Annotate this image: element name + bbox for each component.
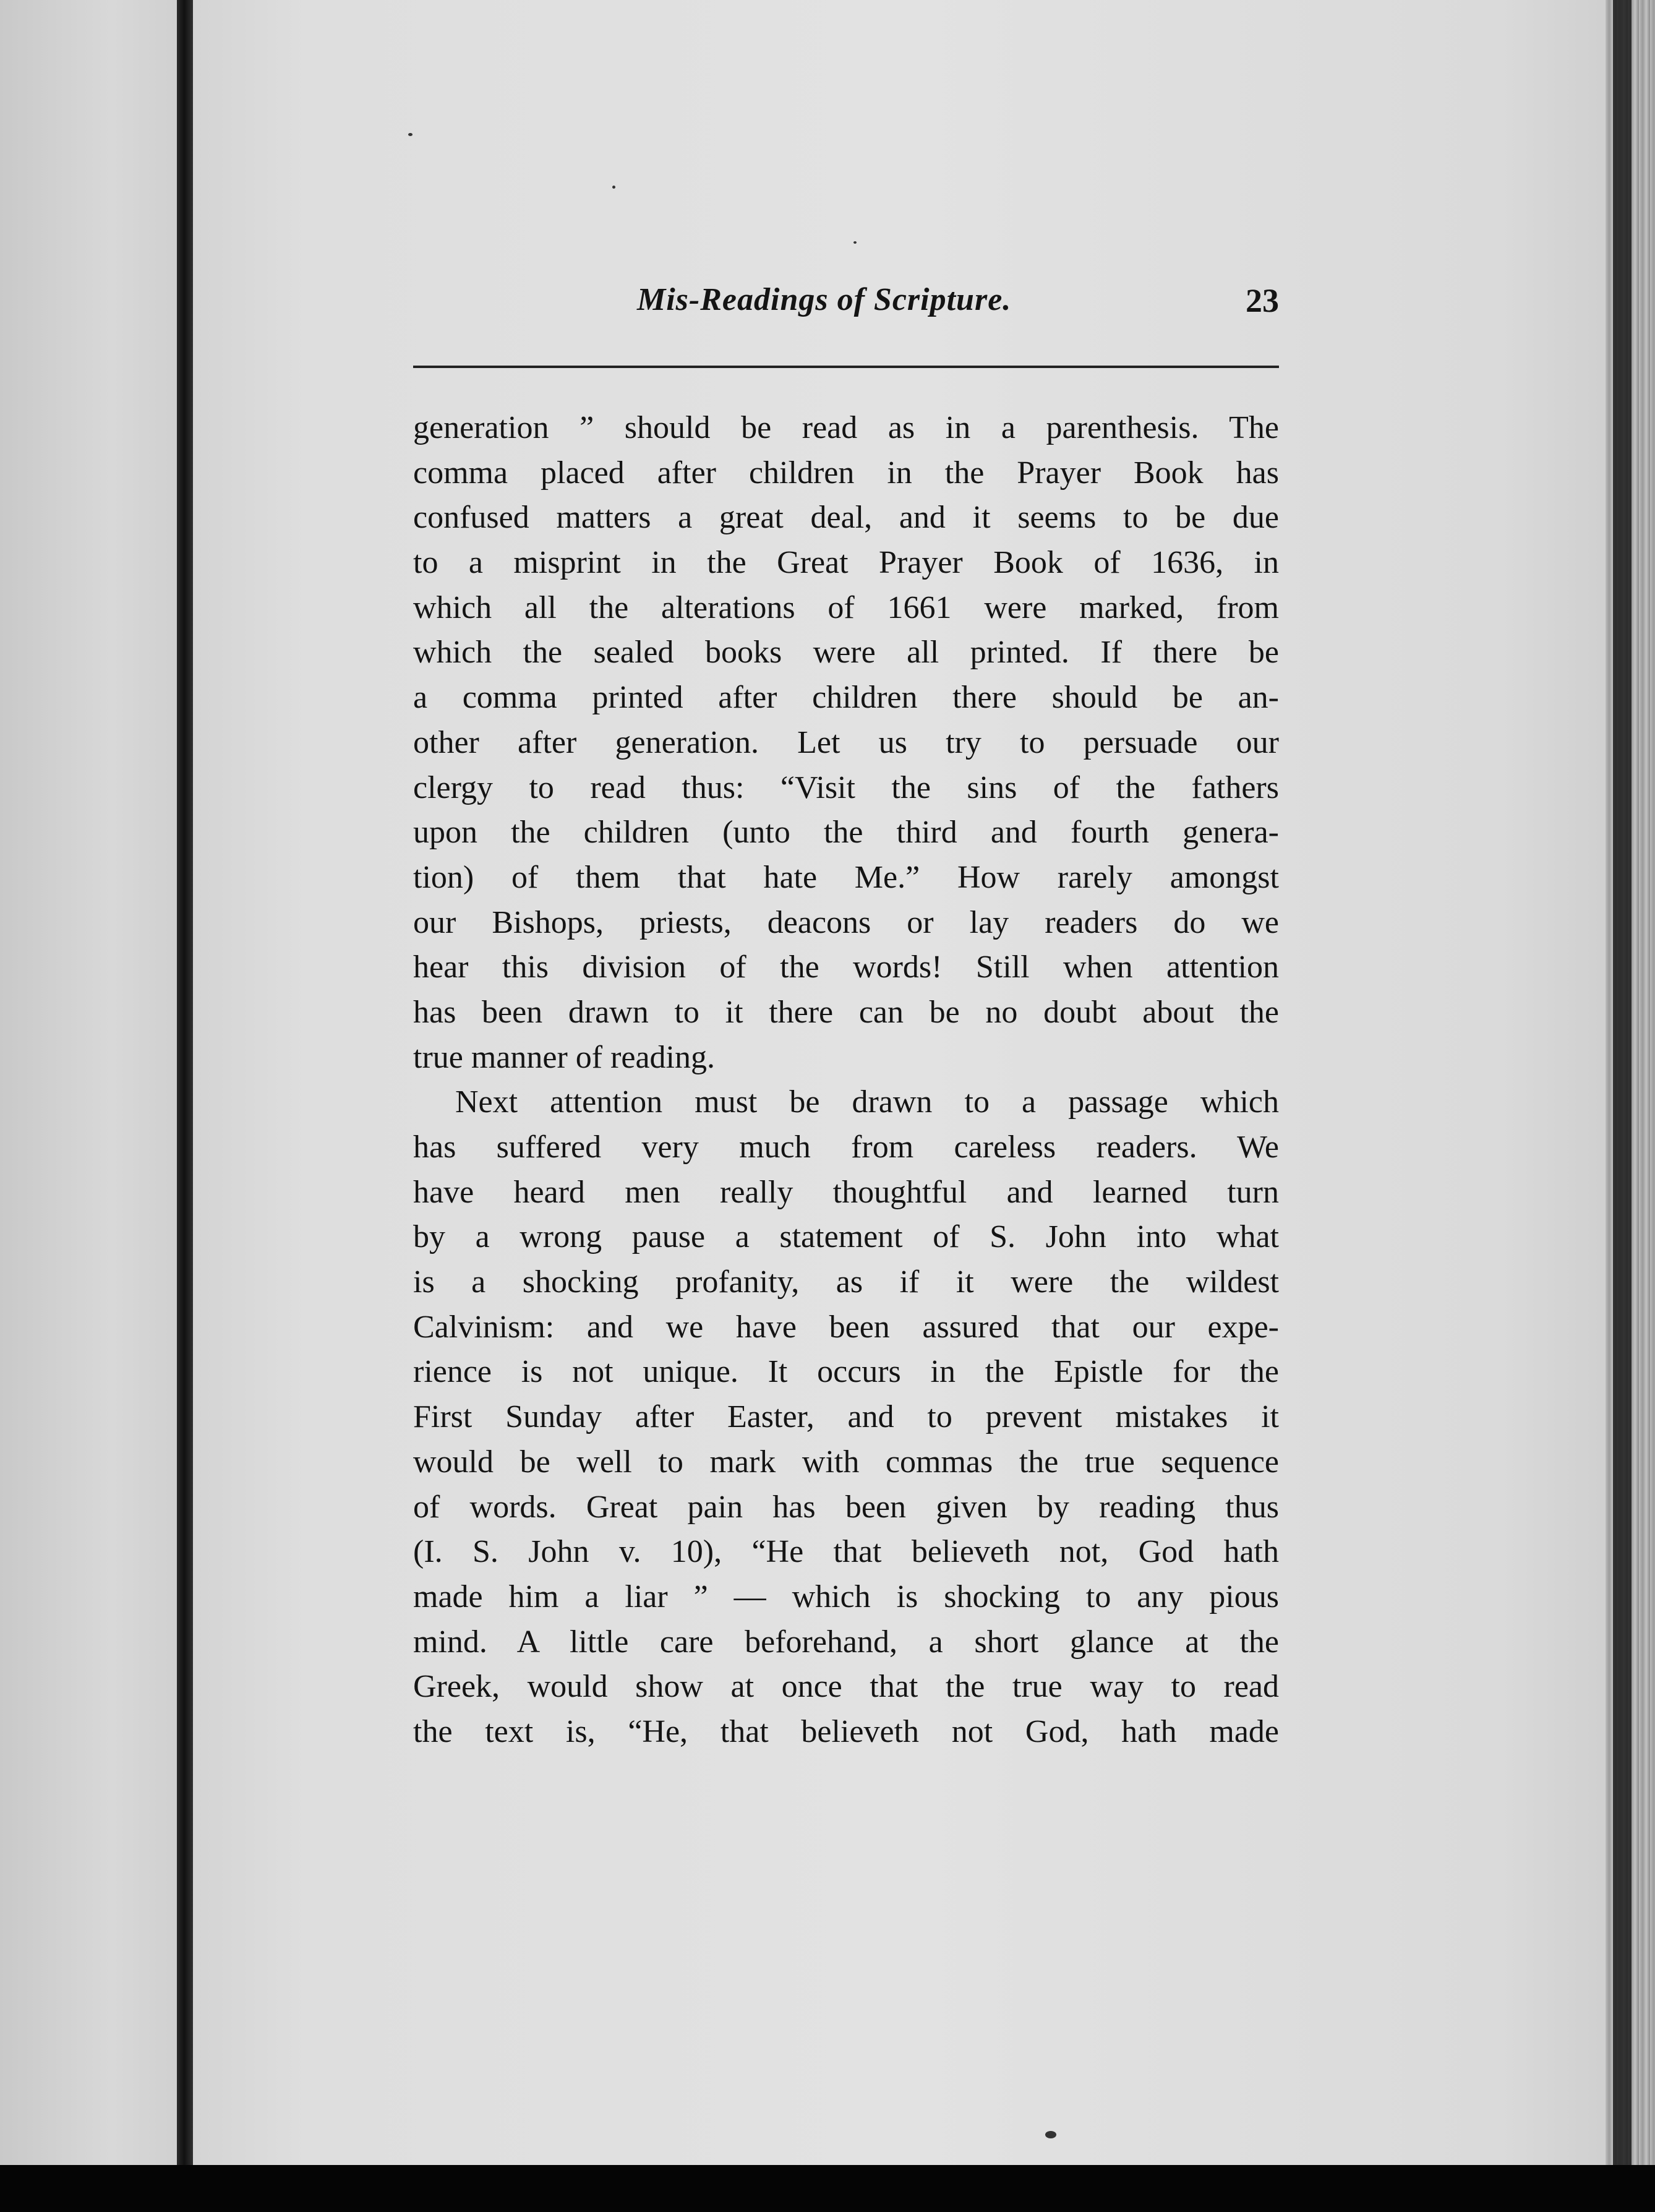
text-line: a comma printed after children there should be an-	[413, 680, 1279, 716]
header-rule	[413, 366, 1279, 368]
text-line: Greek, would show at once that the true way to read	[413, 1669, 1279, 1705]
text-line: which the sealed books were all printed. If there be	[413, 635, 1279, 671]
text-line: has been drawn to it there can be no doubt about the	[413, 994, 1279, 1030]
facing-page-edge	[0, 0, 186, 2165]
text-line: to a misprint in the Great Prayer Book of 1636, in	[413, 545, 1279, 581]
scan-bottom-border	[0, 2165, 1655, 2212]
text-line: comma placed after children in the Prayer Book has	[413, 455, 1279, 491]
dust-speck	[612, 186, 615, 189]
text-line: which all the alterations of 1661 were marked, from	[413, 589, 1279, 625]
text-line: Calvinism: and we have been assured that our expe-	[413, 1309, 1279, 1345]
paragraph-end-line: true manner of reading.	[413, 1039, 716, 1075]
text-line: would be well to mark with commas the true sequence	[413, 1444, 1279, 1480]
text-line: rience is not unique. It occurs in the Epistle for the	[413, 1354, 1279, 1390]
text-line: is a shocking profanity, as if it were the wildest	[413, 1264, 1279, 1300]
text-line: upon the children (unto the third and fourth genera-	[413, 815, 1279, 851]
text-line: by a wrong pause a statement of S. John into what	[413, 1219, 1279, 1255]
text-line: have heard men really thoughtful and learned turn	[413, 1174, 1279, 1210]
body-text	[413, 406, 1279, 1755]
text-line: has suffered very much from careless readers. We	[413, 1130, 1279, 1165]
text-line: mind. A little care beforehand, a short glance at the	[413, 1624, 1279, 1660]
text-line: other after generation. Let us try to persuade our	[413, 724, 1279, 760]
text-line: tion) of them that hate Me.” How rarely amongst	[413, 859, 1279, 895]
text-line: the text is, “He, that believeth not God, hath made	[413, 1713, 1279, 1749]
running-header	[413, 281, 1279, 331]
text-line: made him a liar ” — which is shocking to any pious	[413, 1579, 1279, 1614]
text-line: confused matters a great deal, and it seems to be due	[413, 500, 1279, 536]
text-line: generation ” should be read as in a parenthesis. The	[413, 410, 1279, 445]
text-line: our Bishops, priests, deacons or lay readers do we	[413, 904, 1279, 940]
dust-speck	[408, 133, 413, 136]
paragraph-start-line: Next attention must be drawn to a passage which	[455, 1084, 1279, 1120]
dust-speck	[1045, 2131, 1056, 2138]
text-line: hear this division of the words! Still when attention	[413, 950, 1279, 985]
dust-speck	[853, 241, 857, 244]
page-number: 23	[1246, 282, 1279, 319]
text-line: of words. Great pain has been given by reading thus	[413, 1489, 1279, 1525]
text-line: clergy to read thus: “Visit the sins of the fathers	[413, 769, 1279, 805]
running-title: Mis-Readings of Scripture.	[637, 282, 1012, 317]
text-line: First Sunday after Easter, and to prevent mistakes it	[413, 1399, 1279, 1435]
page-stack-shadow	[1613, 0, 1631, 2165]
text-line: (I. S. John v. 10), “He that believeth not, God hath	[413, 1534, 1279, 1570]
